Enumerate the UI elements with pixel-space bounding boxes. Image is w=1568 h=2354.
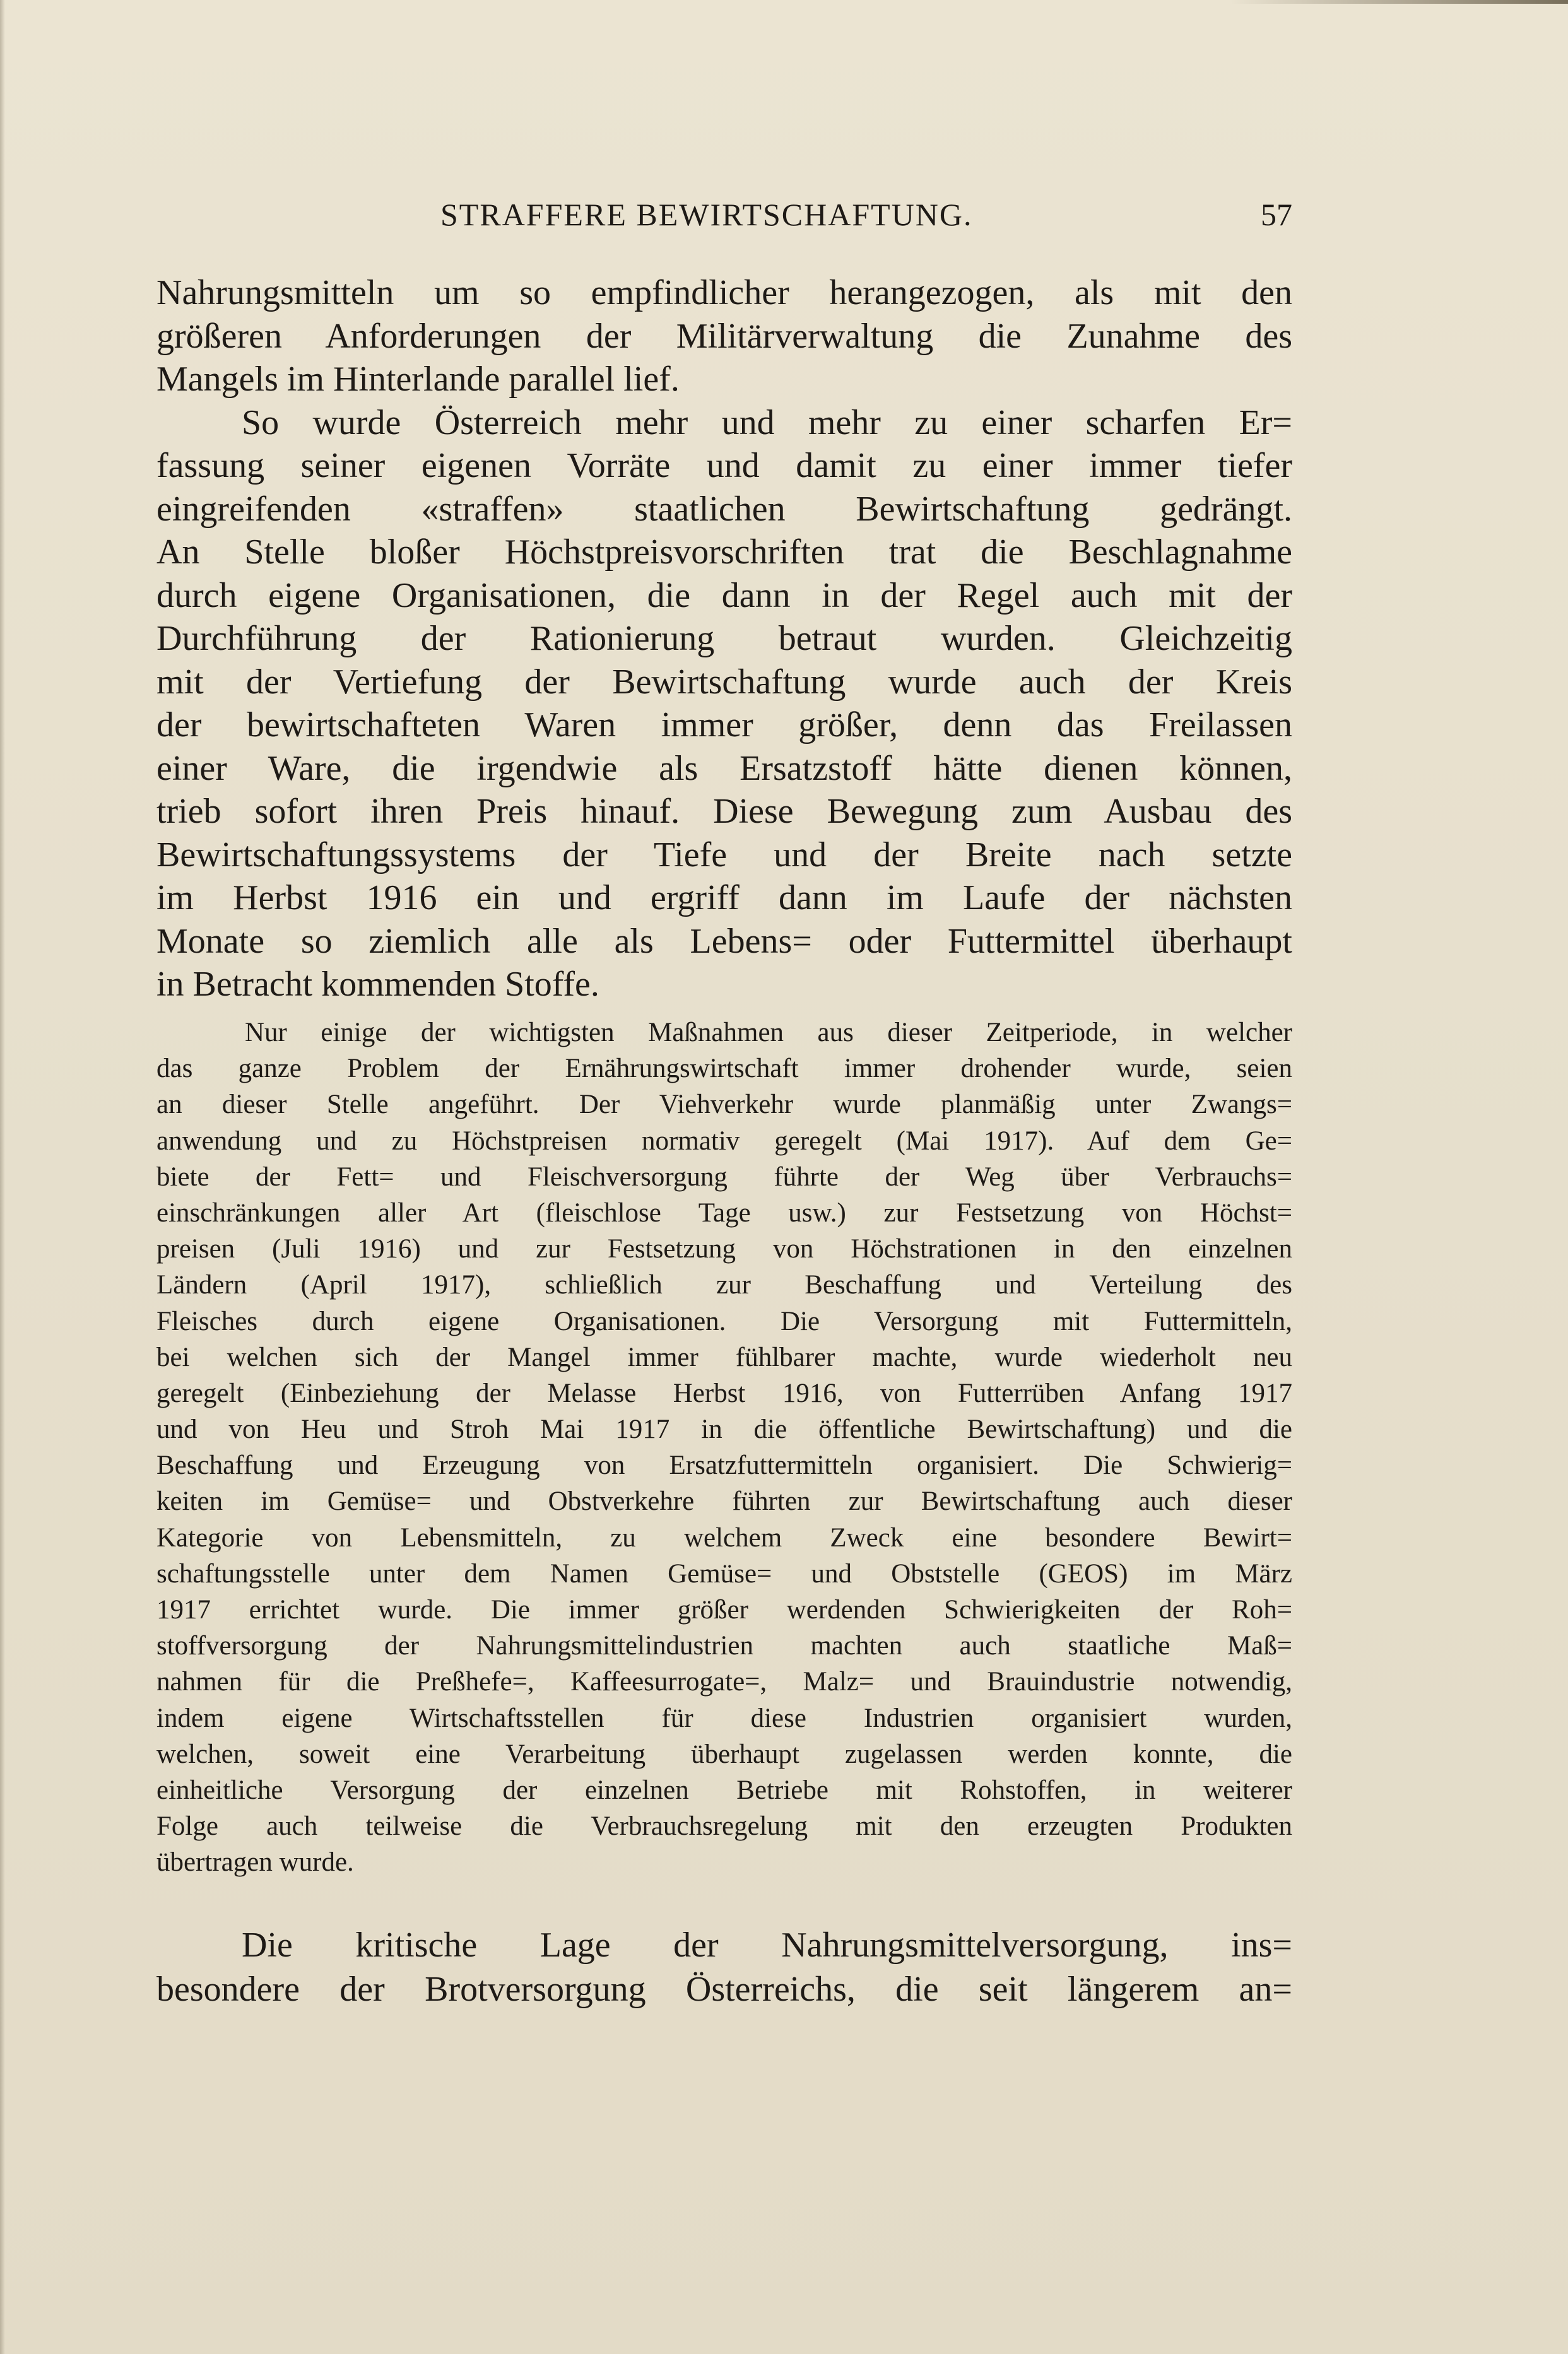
note-line: Fleisches durch eigene Organisationen. Die Versorgung mit Futtermitteln, [156,1306,1292,1336]
note-line: keiten im Gemüse= und Obstverkehre führten zur Bewirtschaftung auch dieser [156,1486,1292,1517]
body-line: in Betracht kommenden Stoffe. [156,965,599,1004]
note-line: Kategorie von Lebensmitteln, zu welchem Zweck eine besondere Bewirt= [156,1522,1292,1553]
note-line: bei welchen sich der Mangel immer fühlbarer machte, wurde wiederholt neu [156,1342,1292,1372]
closing-line: Die kritische Lage der Nahrungsmittelversorgung, ins= [242,1926,1292,1965]
body-line: Durchführung der Rationierung betraut wurden. Gleichzeitig [156,619,1292,658]
body-line: An Stelle bloßer Höchstpreisvorschriften trat die Beschlagnahme [156,533,1292,572]
closing-line: besondere der Brotversorgung Österreichs, die seit längerem an= [156,1970,1292,2009]
note-line: und von Heu und Stroh Mai 1917 in die öffentliche Bewirtschaftung) und die [156,1415,1292,1445]
body-line: mit der Vertiefung der Bewirtschaftung wurde auch der Kreis [156,662,1292,702]
body-line: Mangels im Hinterlande parallel lief. [156,360,680,399]
page-edge-shadow [1230,0,1568,4]
note-line: einschränkungen aller Art (fleischlose Tage usw.) zur Festsetzung von Höchst= [156,1198,1292,1228]
note-line: nahmen für die Preßhefe=, Kaffeesurrogate=, Malz= und Brauindustrie notwendig, [156,1667,1292,1697]
body-line: einer Ware, die irgendwie als Ersatzstoff hätte dienen können, [156,748,1292,788]
body-line: Monate so ziemlich alle als Lebens= oder Futtermittel überhaupt [156,921,1292,961]
note-line: das ganze Problem der Ernährungswirtschaft immer drohender wurde, seien [156,1054,1292,1084]
note-line: indem eigene Wirtschaftsstellen für diese Industrien organisiert wurden, [156,1703,1292,1733]
note-line: Folge auch teilweise die Verbrauchsregelung mit den erzeugten Produkten [156,1811,1292,1842]
note-line: Ländern (April 1917), schließlich zur Beschaffung und Verteilung des [156,1270,1292,1300]
note-line: an dieser Stelle angeführt. Der Viehverkehr wurde planmäßig unter Zwangs= [156,1090,1292,1120]
body-line: im Herbst 1916 ein und ergriff dann im Laufe der nächsten [156,878,1292,917]
body-line: durch eigene Organisationen, die dann in der Regel auch mit der [156,575,1292,615]
note-line: Beschaffung und Erzeugung von Ersatzfuttermitteln organisiert. Die Schwierig= [156,1451,1292,1481]
page-number: 57 [1261,197,1292,232]
body-line: größeren Anforderungen der Militärverwaltung die Zunahme des [156,316,1292,356]
note-line: schaftungsstelle unter dem Namen Gemüse= und Obststelle (GEOS) im März [156,1558,1292,1589]
page-header [156,192,1292,237]
body-line: fassung seiner eigenen Vorräte und damit zu einer immer tiefer [156,446,1292,485]
body-line: So wurde Österreich mehr und mehr zu einer scharfen Er= [242,403,1292,442]
note-line: stoffversorgung der Nahrungsmittelindustrien machten auch staatliche Maß= [156,1631,1292,1661]
note-line: Nur einige der wichtigsten Maßnahmen aus dieser Zeitperiode, in welcher [245,1018,1292,1047]
note-line: anwendung und zu Höchstpreisen normativ geregelt (Mai 1917). Auf dem Ge= [156,1126,1292,1156]
body-line: trieb sofort ihren Preis hinauf. Diese Bewegung zum Ausbau des [156,792,1292,831]
body-line: Bewirtschaftungssystems der Tiefe und der Breite nach setzte [156,835,1292,874]
main-paragraphs [156,271,1292,1006]
body-line: eingreifenden «straffen» staatlichen Bewirtschaftung gedrängt. [156,489,1292,529]
body-line: der bewirtschafteten Waren immer größer, denn das Freilassen [156,705,1292,744]
running-title: STRAFFERE BEWIRTSCHAFTUNG. [440,197,973,232]
note-line: preisen (Juli 1916) und zur Festsetzung von Höchstrationen in den einzelnen [156,1234,1292,1264]
binding-shadow [0,0,5,2354]
small-print-note [156,1015,1292,1881]
note-line: einheitliche Versorgung der einzelnen Betriebe mit Rohstoffen, in weiterer [156,1775,1292,1805]
closing-paragraph [156,1923,1292,2011]
note-line: biete der Fett= und Fleischversorgung führte der Weg über Verbrauchs= [156,1162,1292,1192]
body-line: Nahrungsmitteln um so empfindlicher herangezogen, als mit den [156,273,1292,312]
note-line: geregelt (Einbeziehung der Melasse Herbst 1916, von Futterrüben Anfang 1917 [156,1378,1292,1408]
note-line: übertragen wurde. [156,1847,354,1878]
note-line: welchen, soweit eine Verarbeitung überhaupt zugelassen werden konnte, die [156,1739,1292,1769]
note-line: 1917 errichtet wurde. Die immer größer werdenden Schwierigkeiten der Roh= [156,1595,1292,1625]
